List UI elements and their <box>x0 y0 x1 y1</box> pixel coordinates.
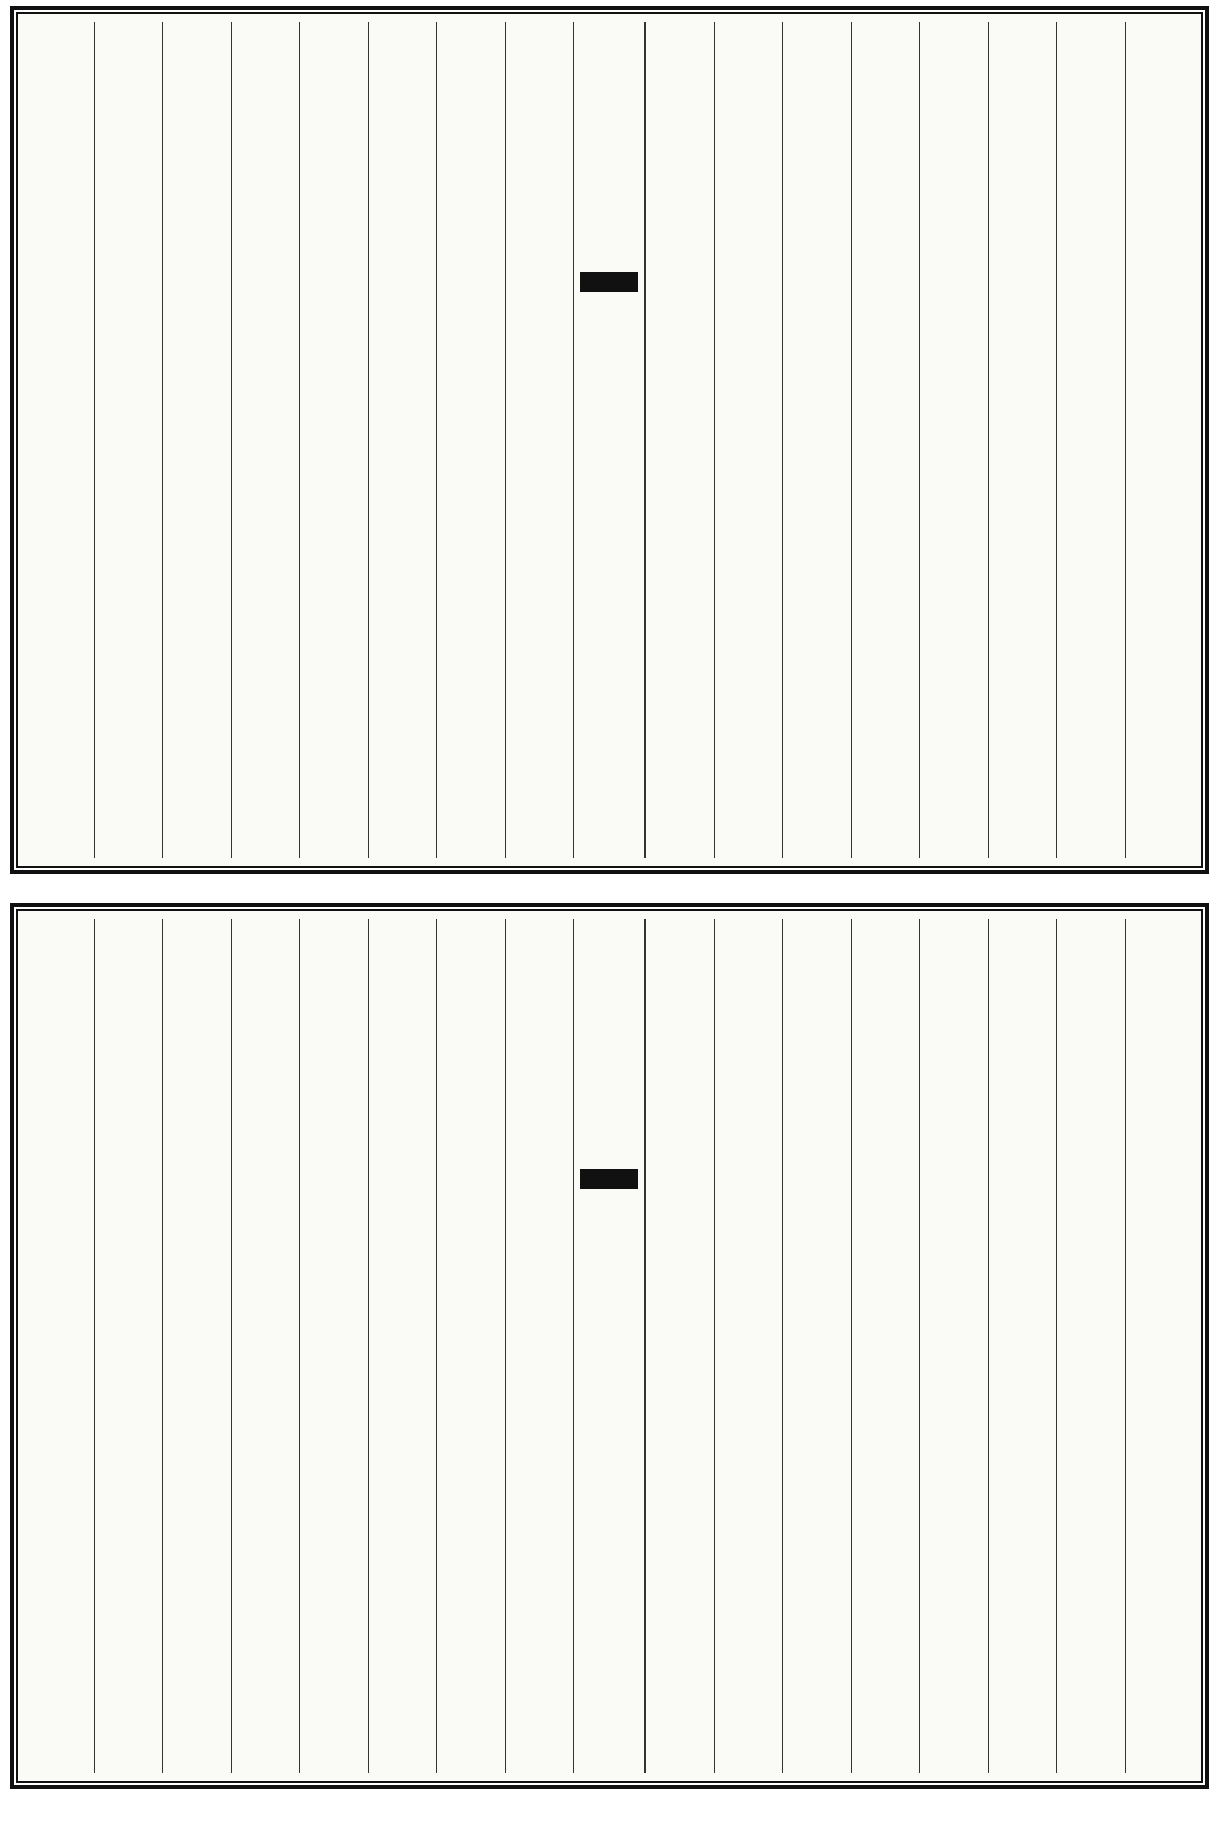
text-column <box>26 22 94 858</box>
top-page <box>10 6 1209 874</box>
text-column <box>162 919 231 1773</box>
text-column <box>94 919 163 1773</box>
text-column <box>988 22 1057 858</box>
text-column <box>1056 22 1125 858</box>
text-column <box>1056 919 1125 1773</box>
text-column <box>782 22 851 858</box>
top-page-columns <box>26 22 1193 858</box>
block-center-column <box>573 919 645 1773</box>
text-column <box>231 919 300 1773</box>
poem-title <box>851 22 920 858</box>
text-column <box>505 919 574 1773</box>
text-column <box>988 919 1057 1773</box>
text-column <box>714 22 783 858</box>
text-column <box>436 919 505 1773</box>
poem-title <box>645 919 714 1773</box>
text-column <box>782 919 851 1773</box>
poem-title <box>26 919 94 1773</box>
text-column <box>1125 919 1194 1773</box>
text-column <box>436 22 505 858</box>
bottom-page <box>10 903 1209 1789</box>
text-column <box>368 22 437 858</box>
text-column <box>94 22 163 858</box>
fish-tail-mark <box>580 1169 638 1189</box>
poem-title <box>919 919 988 1773</box>
text-column <box>919 22 988 858</box>
fish-tail-mark <box>580 272 638 292</box>
poem-title <box>368 919 437 1773</box>
block-center-column <box>573 22 645 858</box>
text-column <box>714 919 783 1773</box>
text-column <box>162 22 231 858</box>
poem-title <box>1125 22 1194 858</box>
text-column <box>299 919 368 1773</box>
text-column <box>299 22 368 858</box>
text-column <box>851 919 920 1773</box>
bottom-page-columns <box>26 919 1193 1773</box>
text-column <box>645 22 714 858</box>
poem-title <box>231 22 300 858</box>
poem-title <box>505 22 574 858</box>
